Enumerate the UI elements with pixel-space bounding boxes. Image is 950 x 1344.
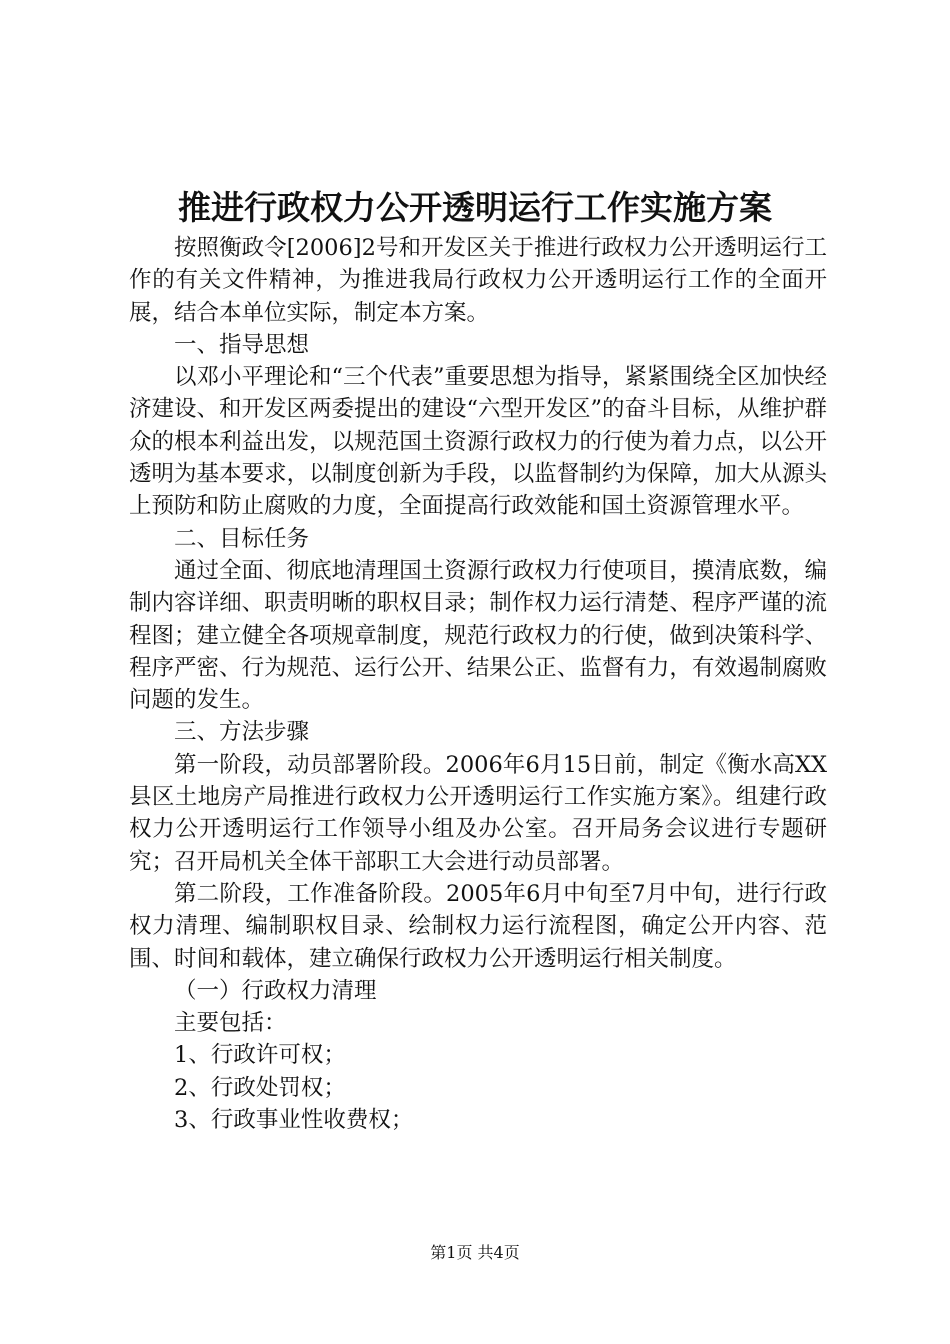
- subsection-heading-power-review: （一）行政权力清理: [174, 977, 377, 1004]
- stage-two-paragraph: 第二阶段，工作准备阶段。2005年6月中旬至7月中旬，进行行政权力清理、编制职权目录、绘制权力运行流程图，确定公开内容、范围、时间和载体，建立确保行政权力公开透明运行相关制度。: [129, 880, 827, 972]
- list-item: 2、行政处罚权；: [174, 1074, 346, 1101]
- objectives-paragraph: 通过全面、彻底地清理国土资源行政权力行使项目，摸清底数，编制内容详细、职责明晰的职权目录；制作权力运行清楚、程序严谨的流程图；建立健全各项规章制度，规范行政权力的行使，做到决策科学、程序严密、行为规范、运行公开、结果公正、监督有力，有效遏制腐败问题的发生。: [129, 557, 827, 714]
- guiding-ideology-paragraph: 以邓小平理论和“三个代表”重要思想为指导，紧紧围绕全区加快经济建设、和开发区两委提出的建设“六型开发区”的奋斗目标，从维护群众的根本利益出发，以规范国土资源行政权力的行使为着力点，以公开透明为基本要求，以制度创新为手段，以监督制约为保障，加大从源头上预防和防止腐败的力度，全面提高行政效能和国土资源管理水平。: [129, 364, 828, 520]
- document-body: [129, 232, 827, 1136]
- stage-one-paragraph: 第一阶段，动员部署阶段。2006年6月15日前，制定《衡水高XX县区土地房产局推进行政权力公开透明运行工作实施方案》。组建行政权力公开透明运行工作领导小组及办公室。召开局务会议进行专题研究；召开局机关全体干部职工大会进行动员部署。: [129, 751, 827, 875]
- section-heading-guiding-ideology: 一、指导思想: [174, 331, 310, 358]
- list-item: 1、行政许可权；: [174, 1042, 346, 1069]
- section-heading-steps: 三、方法步骤: [174, 719, 310, 746]
- list-item: 3、行政事业性收费权；: [174, 1107, 414, 1134]
- section-heading-objectives: 二、目标任务: [174, 525, 310, 552]
- intro-paragraph: 按照衡政令[2006]2号和开发区关于推进行政权力公开透明运行工作的有关文件精神，为推进我局行政权力公开透明运行工作的全面开展，结合本单位实际，制定本方案。: [129, 235, 827, 326]
- list-intro: 主要包括：: [174, 1010, 287, 1037]
- page-footer: 第1页 共4页: [430, 1243, 520, 1262]
- document-title: 推进行政权力公开透明运行工作实施方案: [178, 188, 772, 227]
